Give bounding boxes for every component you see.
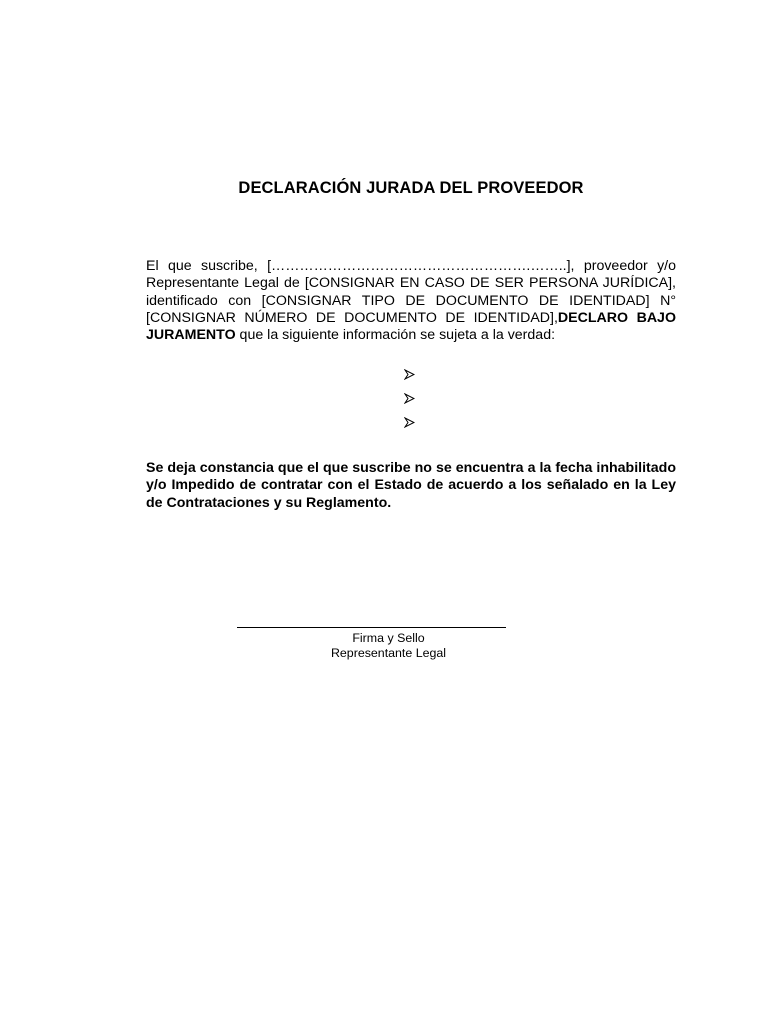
declaration-oath-text: DECLARO BAJO JURAMENTO: [146, 309, 676, 344]
notice-paragraph: Se deja constancia que el que suscribe no se encuentra a la fecha inhabilitado y/o Impedido de contratar con el Estado de acuerdo a los señalado en la Ley de Contrataciones y su Reglamento.: [146, 460, 676, 511]
declaration-text: El que suscribe, [……………………………………………….……..], proveedor y/o Representante Legal de [CONSIGNAR EN CASO DE SER PERSONA JURÍDICA], identificado con [CONSIGNAR TIPO DE DOCUMENTO DE IDENTIDAD] N° [CONSIGNAR NÚMERO DE DOCUMENTO DE IDENTIDAD],: [146, 258, 676, 326]
declaration-continuation-text: que la siguiente información se sujeta a la verdad:: [235, 327, 556, 344]
arrowhead-bullet-icon: [404, 369, 415, 380]
list-item: [404, 362, 424, 386]
document-title: DECLARACIÓN JURADA DEL PROVEEDOR: [238, 179, 584, 197]
list-item: [404, 386, 424, 410]
arrowhead-bullet-icon: [404, 393, 415, 404]
signature-role-label: Representante Legal: [330, 646, 447, 660]
list-item: [404, 410, 424, 434]
declaration-paragraph: [146, 258, 676, 344]
signature-line: [237, 627, 506, 628]
bullet-list: [404, 362, 424, 434]
arrowhead-bullet-icon: [404, 417, 415, 428]
signature-label: Firma y Sello: [352, 631, 425, 645]
